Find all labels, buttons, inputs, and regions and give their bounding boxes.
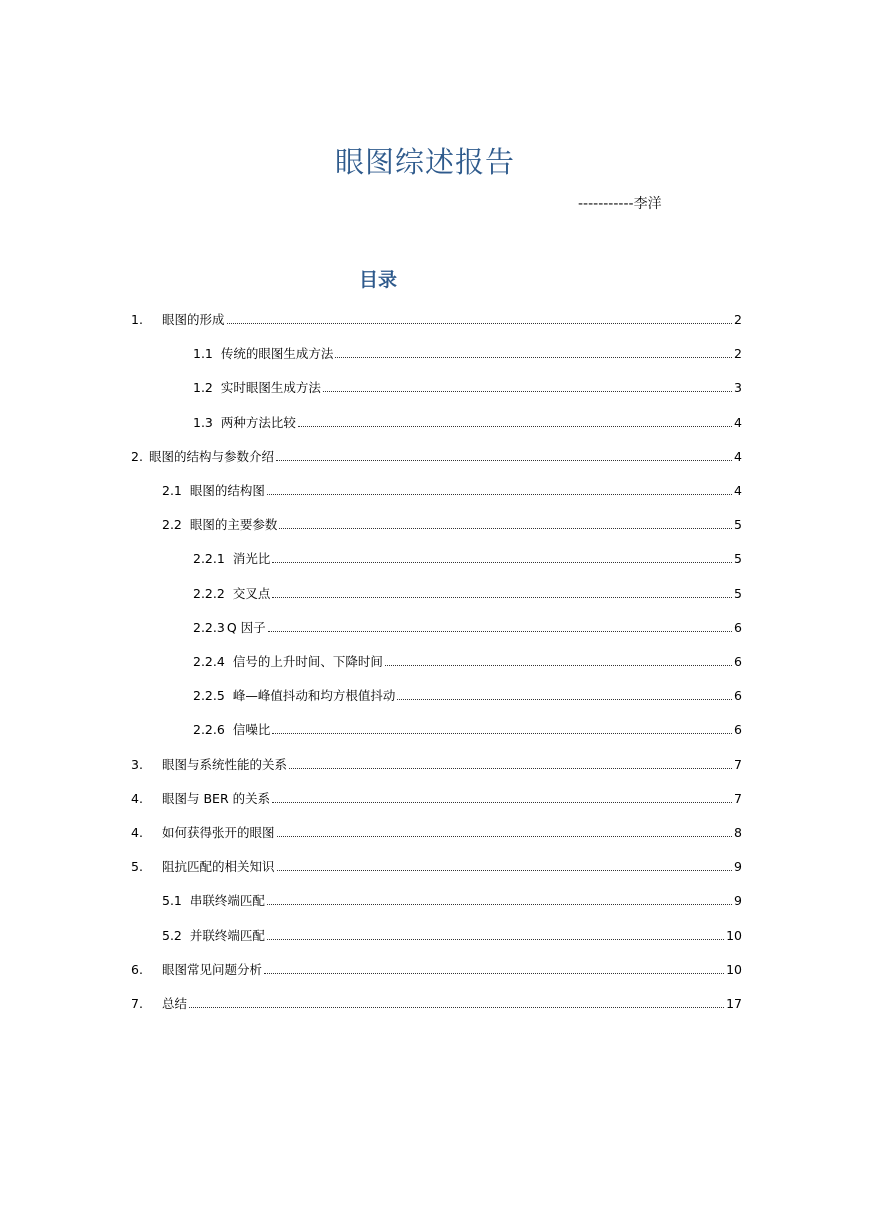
toc-entry-page-number: 7 — [734, 756, 742, 772]
toc-entry[interactable] — [131, 445, 742, 465]
toc-entry-page-number: 6 — [734, 688, 742, 704]
toc-entry-title: 阻抗匹配的相关知识 — [162, 859, 275, 875]
toc-dot-leader — [277, 870, 733, 871]
toc-entry-number: 2.2 — [162, 517, 182, 533]
toc-dot-leader — [272, 733, 732, 734]
toc-entry[interactable] — [193, 342, 742, 362]
toc-entry[interactable] — [162, 924, 742, 944]
toc-entry-page-number: 17 — [726, 996, 742, 1011]
toc-entry[interactable] — [193, 650, 742, 670]
toc-dot-leader — [298, 426, 732, 427]
toc-entry-title: 并联终端匹配 — [189, 927, 265, 943]
toc-dot-leader — [267, 939, 724, 940]
toc-entry[interactable] — [131, 855, 742, 875]
toc-entry-page-number: 5 — [734, 585, 742, 601]
toc-dot-leader — [189, 1007, 724, 1008]
toc-entry-title: 交叉点 — [232, 585, 271, 601]
toc-entry-title: 眼图的结构图 — [189, 483, 265, 498]
toc-entry-number: 2.2.4 — [193, 654, 225, 669]
toc-entry[interactable] — [131, 992, 742, 1012]
toc-entry-number: 3. — [131, 756, 143, 772]
toc-entry[interactable] — [131, 753, 742, 773]
toc-entry-title: 总结 — [162, 996, 188, 1011]
toc-entry-title: 眼图的主要参数 — [189, 517, 278, 533]
toc-entry-page-number: 4 — [734, 483, 742, 498]
toc-entry[interactable] — [131, 821, 742, 841]
toc-dot-leader — [272, 562, 732, 563]
toc-dot-leader — [267, 904, 732, 905]
toc-dot-leader — [397, 699, 732, 700]
toc-entry-number: 1. — [131, 312, 143, 327]
toc-entry-title: 如何获得张开的眼图 — [162, 825, 275, 840]
toc-entry[interactable] — [131, 787, 742, 807]
toc-entry-page-number: 10 — [726, 927, 742, 943]
toc-entry[interactable] — [193, 616, 742, 636]
toc-dot-leader — [277, 836, 733, 837]
toc-entry-title: 串联终端匹配 — [189, 893, 265, 909]
toc-entry-title: 眼图的形成 — [162, 312, 225, 327]
toc-dot-leader — [272, 597, 732, 598]
toc-entry-number: 5.1 — [162, 893, 182, 909]
document-author: -----------李洋 — [578, 196, 662, 212]
toc-entry[interactable] — [131, 308, 742, 328]
toc-entry-page-number: 10 — [726, 961, 742, 977]
toc-entry[interactable] — [162, 889, 742, 909]
toc-entry-page-number: 8 — [734, 825, 742, 840]
toc-entry[interactable] — [193, 684, 742, 704]
toc-entry[interactable] — [131, 958, 742, 978]
toc-entry-title: 实时眼图生成方法 — [220, 380, 321, 396]
toc-entry-title: 眼图与系统性能的关系 — [162, 756, 288, 772]
toc-dot-leader — [267, 494, 732, 495]
toc-entry-title: 传统的眼图生成方法 — [220, 346, 334, 362]
toc-entry-number: 5.2 — [162, 927, 182, 943]
toc-dot-leader — [335, 357, 732, 358]
toc-dot-leader — [289, 768, 732, 769]
toc-entry-page-number: 4 — [734, 448, 742, 464]
toc-entry-page-number: 5 — [734, 551, 742, 567]
toc-entry-title: Q 因子 — [226, 619, 266, 635]
toc-entry-page-number: 2 — [734, 346, 742, 362]
toc-entry-number: 4. — [131, 790, 143, 806]
toc-entry[interactable] — [193, 411, 742, 431]
toc-entry-number: 6. — [131, 961, 143, 977]
toc-entry-number: 4. — [131, 825, 143, 840]
toc-entry-page-number: 2 — [734, 312, 742, 327]
toc-dot-leader — [276, 460, 732, 461]
toc-entry-page-number: 4 — [734, 414, 742, 430]
toc-entry-number: 2.1 — [162, 483, 182, 498]
toc-entry-page-number: 5 — [734, 517, 742, 533]
toc-entry-page-number: 3 — [734, 380, 742, 396]
toc-entry-number: 2.2.2 — [193, 585, 225, 601]
toc-entry-number: 2.2.1 — [193, 551, 225, 567]
document-title: 眼图综述报告 — [334, 145, 515, 179]
toc-dot-leader — [268, 631, 732, 632]
toc-entry-number: 2. — [131, 448, 143, 464]
toc-entry-number: 7. — [131, 996, 143, 1011]
toc-entry-page-number: 7 — [734, 790, 742, 806]
toc-entry-number: 2.2.3 — [193, 619, 225, 635]
toc-entry[interactable] — [193, 547, 742, 567]
toc-entry[interactable] — [162, 479, 742, 499]
toc-dot-leader — [264, 973, 724, 974]
toc-entry-title: 眼图常见问题分析 — [162, 961, 263, 977]
toc-entry[interactable] — [193, 718, 742, 738]
toc-entry-title: 眼图与 BER 的关系 — [162, 790, 271, 806]
toc-entry-number: 1.3 — [193, 414, 213, 430]
toc-dot-leader — [279, 528, 732, 529]
toc-entry-title: 峰—峰值抖动和均方根值抖动 — [232, 688, 396, 704]
toc-entry-number: 1.2 — [193, 380, 213, 396]
toc-entry-number: 2.2.6 — [193, 722, 225, 738]
toc-entry[interactable] — [193, 376, 742, 396]
toc-entry-title: 信号的上升时间、下降时间 — [232, 654, 383, 669]
toc-entry-page-number: 6 — [734, 722, 742, 738]
toc-entry-page-number: 9 — [734, 893, 742, 909]
toc-entry-title: 消光比 — [232, 551, 271, 567]
toc-entry[interactable] — [193, 582, 742, 602]
toc-entry-number: 2.2.5 — [193, 688, 225, 704]
toc-dot-leader — [323, 391, 732, 392]
toc-dot-leader — [385, 665, 732, 666]
toc-entry-page-number: 6 — [734, 654, 742, 669]
toc-entry-title: 信噪比 — [232, 722, 271, 738]
toc-entry-title: 两种方法比较 — [220, 414, 296, 430]
toc-entry-page-number: 6 — [734, 619, 742, 635]
toc-entry[interactable] — [162, 513, 742, 533]
toc-entry-title: 眼图的结构与参数介绍 — [148, 448, 274, 464]
toc-dot-leader — [272, 802, 732, 803]
toc-entry-number: 1.1 — [193, 346, 213, 362]
toc-dot-leader — [227, 323, 733, 324]
toc-heading: 目录 — [358, 269, 397, 291]
toc-entry-page-number: 9 — [734, 859, 742, 875]
toc-entry-number: 5. — [131, 859, 143, 875]
